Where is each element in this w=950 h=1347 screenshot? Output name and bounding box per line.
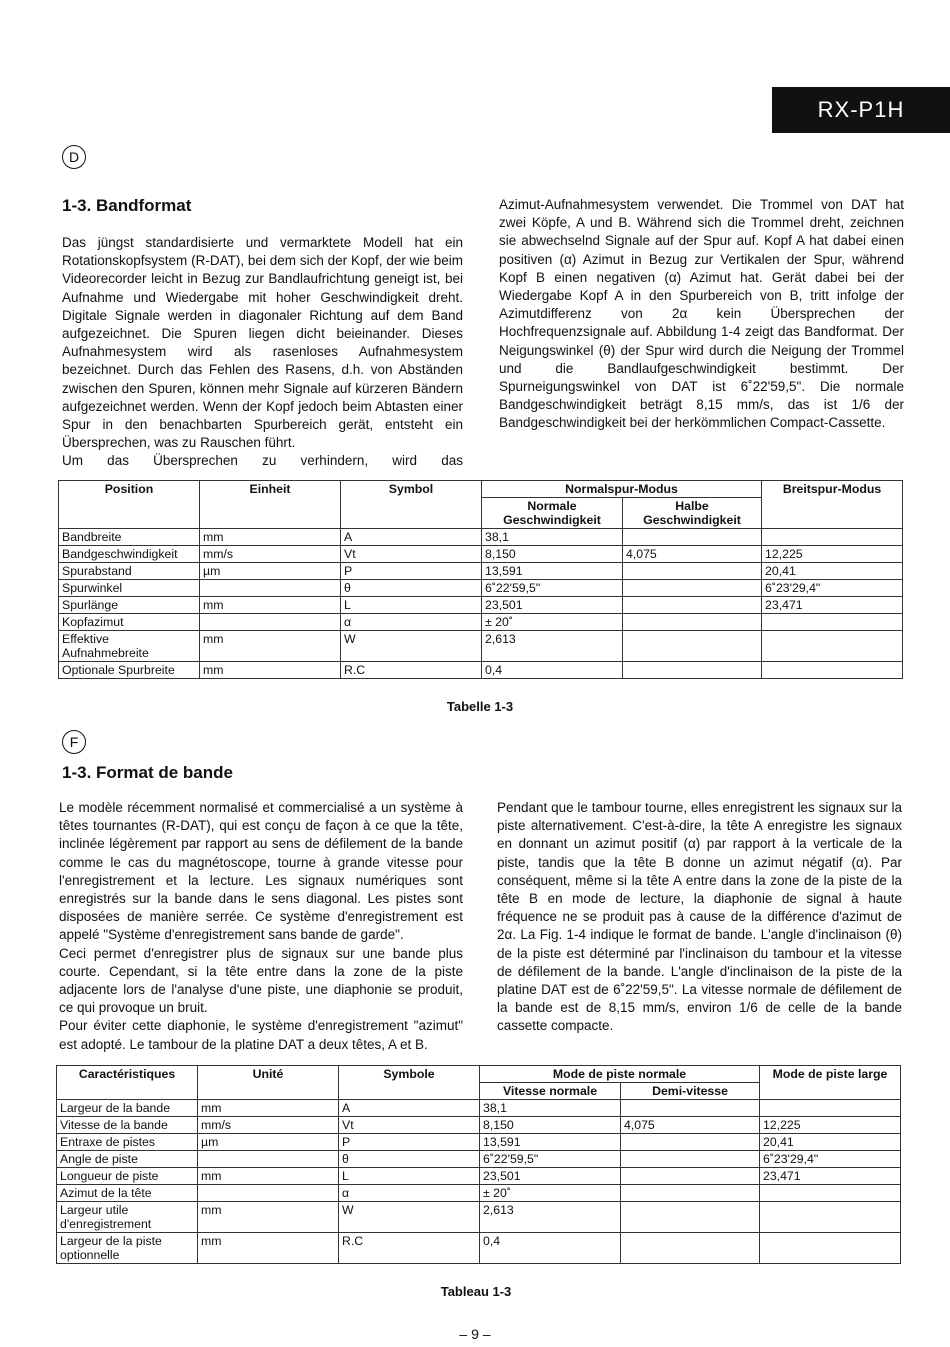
table-row <box>57 1117 901 1134</box>
section-title-german: 1-3. Bandformat <box>62 196 192 215</box>
table-cell: mm <box>200 597 341 614</box>
table-cell <box>621 1151 760 1168</box>
table-row <box>59 662 903 679</box>
header-normal-speed: Vitesse normale <box>480 1083 621 1100</box>
section-title-french: 1-3. Format de bande <box>62 763 233 782</box>
paragraph: Ceci permet d'enregistrer plus de signaux sur une bande plus courte. Cependant, si la tête entre dans la zone de la piste adjacente lors de l'analyse d'une piste, une diaphonie se produit, ce qui provoque un bruit. <box>59 945 463 1016</box>
table-cell <box>762 529 903 546</box>
table-cell: 38,1 <box>480 1100 621 1117</box>
language-mark-german: D <box>62 145 86 169</box>
table-cell: 8,150 <box>480 1117 621 1134</box>
table-row <box>59 563 903 580</box>
table-cell <box>623 631 762 662</box>
table-cell: mm <box>198 1233 339 1264</box>
table-row <box>57 1100 901 1117</box>
paragraph: Azimut-Aufnahmesystem verwendet. Die Trommel von DAT hat zwei Köpfe, A und B. Während sich die Trommel dreht, zeichnen sie abwechselnd Signale auf der Spur auf. Kopf A hat dabei einen positiven (α) Azimut in Bezug zur Vertikalen der Spur, während Kopf B einen negativen (α) Azimut hat. Gerät dabei bei der Wiedergabe Kopf A in den Spurbereich von B, tritt infolge der Azimutdifferenz von 2α kein Übersprechen der Hochfrequenzsignale auf. Abbildung 1-4 zeigt das Bandformat. Der Neigungswinkel (θ) der Spur wird durch die Neigung der Trommel und die Bandlaufgeschwindigkeit bestimmt. Der Spurneigungswinkel von DAT ist 6˚22'59,5". Die normale Bandgeschwindigkeit beträgt 8,15 mm/s, das ist 1/6 der Bandgeschwindigkeit bei der herkömmlichen Compact-Cassette. <box>499 197 904 431</box>
language-mark-french: F <box>62 730 86 754</box>
table-cell: R.C <box>339 1233 480 1264</box>
french-left-column <box>59 799 463 1054</box>
table-cell: mm <box>200 631 341 662</box>
table-caption-french: Tableau 1-3 <box>440 1284 512 1299</box>
table-cell: 8,150 <box>482 546 623 563</box>
table-row <box>57 1202 901 1233</box>
table-row <box>57 1151 901 1168</box>
header-wide-mode: Mode de piste large <box>760 1066 901 1100</box>
page-number: – 9 – <box>459 1326 491 1342</box>
table-cell: 2,613 <box>480 1202 621 1233</box>
table-cell <box>762 631 903 662</box>
table-cell: 4,075 <box>623 546 762 563</box>
table-cell: θ <box>341 580 482 597</box>
header-half-speed: Halbe Geschwindigkeit <box>623 498 762 529</box>
table-cell <box>760 1233 901 1264</box>
table-caption-german: Tabelle 1-3 <box>446 699 514 714</box>
paragraph: Das jüngst standardisierte und vermarktete Modell hat ein Rotationskopfsystem (R-DAT), bei dem sich der Kopf, der wie beim Videorecorder leicht in Bezug zur Bandlaufrichtung geneigt ist, bei Aufnahme und Wiedergabe mit hoher Geschwindigkeit dreht. Digitale Signale werden in diagonaler Richtung auf dem Band aufgezeichnet. Die Spuren liegen dicht beieinander. Dieses Aufnahmesystem wird als rasenloses Aufnahmesystem bezeichnet. Durch das Fehlen des Rasens, d.h. von Abständen zwischen den Spuren, können mehr Signale auf kürzeren Bändern aufgezeichnet werden. Wenn der Kopf jedoch beim Abtasten einer Spur in den benachbarten Spurbereich gerät, entsteht ein Übersprechen, was zu Rauschen führt. <box>62 235 463 451</box>
table-cell: µm <box>200 563 341 580</box>
table-cell: Bandgeschwindigkeit <box>59 546 200 563</box>
table-cell: L <box>341 597 482 614</box>
table-cell: Angle de piste <box>57 1151 198 1168</box>
header-wide-mode: Breitspur-Modus <box>762 481 903 529</box>
table-row <box>59 580 903 597</box>
table-cell: α <box>339 1185 480 1202</box>
table-cell: 20,41 <box>760 1134 901 1151</box>
table-cell: P <box>339 1134 480 1151</box>
table-cell: L <box>339 1168 480 1185</box>
table-cell: R.C <box>341 662 482 679</box>
table-cell: W <box>341 631 482 662</box>
table-cell: Bandbreite <box>59 529 200 546</box>
table-cell: Largeur de la piste optionnelle <box>57 1233 198 1264</box>
table-cell <box>760 1202 901 1233</box>
table-cell: 4,075 <box>621 1117 760 1134</box>
paragraph: Pendant que le tambour tourne, elles enregistrent les signaux sur la piste alternativement. C'est-à-dire, la tête A enregistre les signaux en donnant un azimut positif (α) par rapport à la verticale de la piste, tandis que la tête B donne un azimut négatif (α). Par conséquent, même si la tête A entre dans la zone de la piste de la tête B en mode de lecture, la diaphonie de signal à haute fréquence ne se produit pas à cause de la différence d'azimut de 2α. La Fig. 1-4 indique le format de bande. L'angle d'inclinaison (θ) de la piste est déterminé par l'inclinaison du tambour et la vitesse de défilement de la bande. L'angle d'inclinaison de la piste de la platine DAT est de 6˚22'59,5". La vitesse normale de défilement de la bande est de 8,15 mm/s, environ 1/6 de celle de la bande cassette compacte. <box>497 800 902 1034</box>
table-cell <box>762 662 903 679</box>
table-cell: 6˚22'59,5" <box>482 580 623 597</box>
table-cell: A <box>341 529 482 546</box>
header-position: Caractéristiques <box>57 1066 198 1100</box>
table-cell: mm <box>200 662 341 679</box>
table-cell: ± 20˚ <box>482 614 623 631</box>
table-cell <box>623 597 762 614</box>
table-row <box>57 1134 901 1151</box>
table-cell: 13,591 <box>480 1134 621 1151</box>
data-table-french <box>56 1065 901 1264</box>
table-cell: 6˚23'29,4" <box>760 1151 901 1168</box>
table-cell <box>621 1100 760 1117</box>
header-normal-mode: Normalspur-Modus <box>482 481 762 498</box>
table-row <box>59 597 903 614</box>
table-cell: 0,4 <box>480 1233 621 1264</box>
table-cell <box>623 614 762 631</box>
header-symbol: Symbole <box>339 1066 480 1100</box>
table-cell: Kopfazimut <box>59 614 200 631</box>
paragraph: Um das Übersprechen zu verhindern, wird das <box>62 453 463 469</box>
table-cell <box>760 1185 901 1202</box>
table-cell: 2,613 <box>482 631 623 662</box>
french-right-column <box>497 799 902 1036</box>
table-row <box>59 529 903 546</box>
table-cell: Vt <box>339 1117 480 1134</box>
table-cell <box>621 1233 760 1264</box>
table-row <box>57 1168 901 1185</box>
table-cell: Azimut de la tête <box>57 1185 198 1202</box>
table-row <box>57 1185 901 1202</box>
table-cell <box>762 614 903 631</box>
german-left-column <box>62 234 463 471</box>
table-cell: 23,501 <box>480 1168 621 1185</box>
table-cell <box>623 529 762 546</box>
table-cell <box>200 580 341 597</box>
header-half-speed: Demi-vitesse <box>621 1083 760 1100</box>
table-cell: Spurabstand <box>59 563 200 580</box>
table-cell: Entraxe de pistes <box>57 1134 198 1151</box>
table-cell: mm/s <box>198 1117 339 1134</box>
table-cell: 20,41 <box>762 563 903 580</box>
header-unit: Einheit <box>200 481 341 529</box>
table-cell: mm <box>198 1202 339 1233</box>
table-cell: 23,471 <box>760 1168 901 1185</box>
table-cell: 0,4 <box>482 662 623 679</box>
paragraph: Pour éviter cette diaphonie, le système d'enregistrement "azimut" est adopté. Le tambour de la platine DAT a deux têtes, A et B. <box>59 1018 463 1052</box>
german-right-column <box>499 196 904 433</box>
table-cell <box>623 563 762 580</box>
header-position: Position <box>59 481 200 529</box>
table-cell: Longueur de piste <box>57 1168 198 1185</box>
table-cell: Spurlänge <box>59 597 200 614</box>
table-cell: Vt <box>341 546 482 563</box>
table-cell <box>623 662 762 679</box>
table-cell: Effektive Aufnahmebreite <box>59 631 200 662</box>
table-row <box>57 1233 901 1264</box>
table-cell: mm <box>198 1100 339 1117</box>
header-normal-speed: Normale Geschwindigkeit <box>482 498 623 529</box>
table-row <box>59 546 903 563</box>
table-cell <box>200 614 341 631</box>
table-cell: 12,225 <box>762 546 903 563</box>
header-unit: Unité <box>198 1066 339 1100</box>
table-cell: µm <box>198 1134 339 1151</box>
table-cell <box>198 1185 339 1202</box>
table-cell: W <box>339 1202 480 1233</box>
table-cell: 23,471 <box>762 597 903 614</box>
table-cell: Vitesse de la bande <box>57 1117 198 1134</box>
table-cell: Largeur utile d'enregistrement <box>57 1202 198 1233</box>
model-badge: RX-P1H <box>772 87 950 133</box>
table-cell: 23,501 <box>482 597 623 614</box>
table-cell: Spurwinkel <box>59 580 200 597</box>
data-table-german <box>58 480 903 679</box>
table-cell: Largeur de la bande <box>57 1100 198 1117</box>
table-cell: θ <box>339 1151 480 1168</box>
table-cell: mm/s <box>200 546 341 563</box>
table-cell: A <box>339 1100 480 1117</box>
table-cell: α <box>341 614 482 631</box>
table-cell: Optionale Spurbreite <box>59 662 200 679</box>
table-cell <box>621 1185 760 1202</box>
table-cell <box>621 1202 760 1233</box>
table-cell: P <box>341 563 482 580</box>
table-cell: 6˚23'29,4" <box>762 580 903 597</box>
table-cell <box>621 1168 760 1185</box>
table-cell <box>760 1100 901 1117</box>
table-cell: ± 20˚ <box>480 1185 621 1202</box>
header-normal-mode: Mode de piste normale <box>480 1066 760 1083</box>
table-cell <box>621 1134 760 1151</box>
table-cell: 38,1 <box>482 529 623 546</box>
header-symbol: Symbol <box>341 481 482 529</box>
paragraph: Le modèle récemment normalisé et commercialisé a un système à têtes tournantes (R-DAT), qui est conçu de façon à ce que la tête, inclinée légèrement par rapport au sens de défilement de la bande comme le cas du magnétoscope, tourne à grande vitesse pour l'enregistrement et la lecture. Les signaux numériques sont enregistrés sur la bande dans le sens diagonal. Les pistes sont disposées de manière serrée. Ce système d'enregistrement est appelé "Système d'enregistrement sans bande de garde". <box>59 800 463 943</box>
table-row <box>59 614 903 631</box>
table-cell: 6˚22'59,5" <box>480 1151 621 1168</box>
table-cell: 13,591 <box>482 563 623 580</box>
table-cell <box>623 580 762 597</box>
table-cell: mm <box>198 1168 339 1185</box>
table-cell <box>198 1151 339 1168</box>
table-cell: 12,225 <box>760 1117 901 1134</box>
table-row <box>59 631 903 662</box>
table-cell: mm <box>200 529 341 546</box>
